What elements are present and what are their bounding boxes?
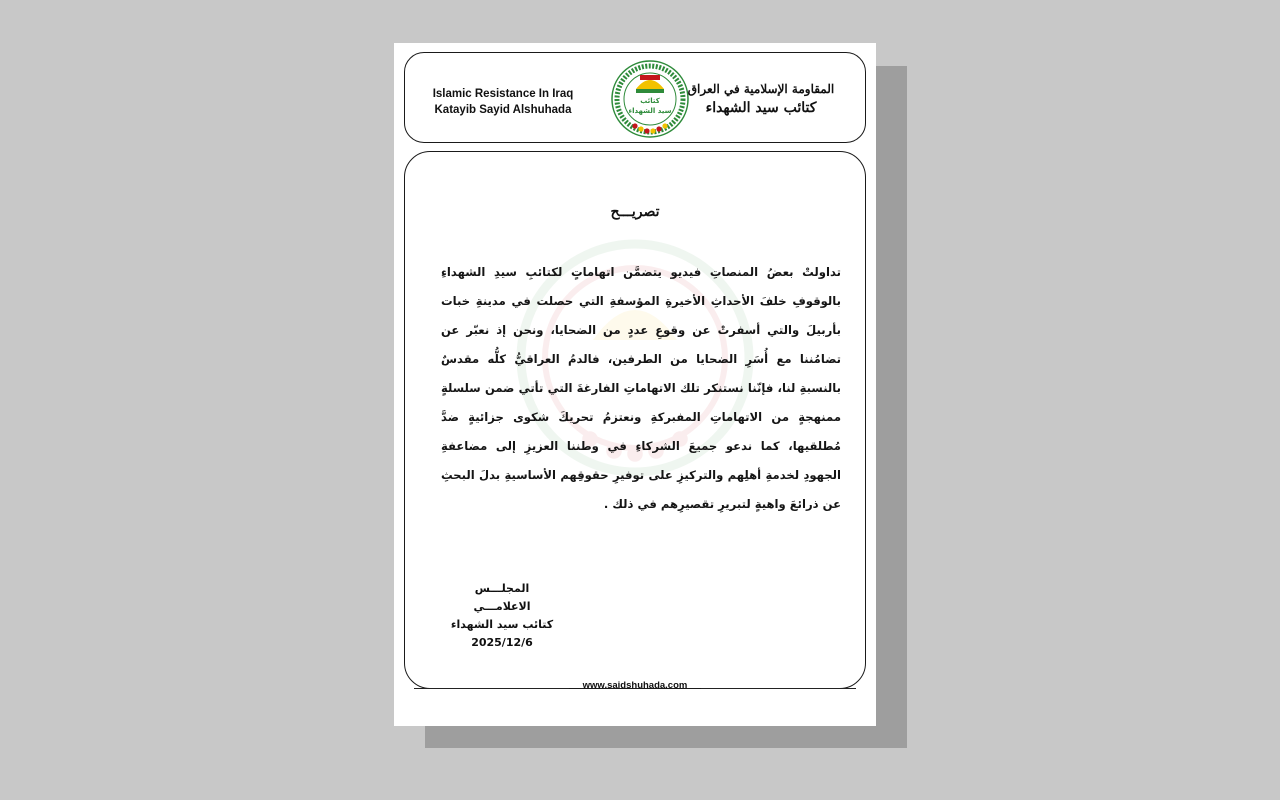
arabic-line-2: كتائب سيد الشهداء [705,100,817,116]
statement-title: تصريـــح [610,204,660,220]
statement-date: 2025/12/6 [471,636,533,649]
document-page [394,43,876,726]
emblem-text-bottom: سيد الشهداء [628,107,672,115]
latin-organization-name [418,86,588,118]
latin-line-2: Katayib Sayid Alshuhada [434,104,572,116]
signature-line-1: المجلـــس الاعلامـــي [473,582,531,613]
statement-frame [404,151,866,689]
signature-block [447,580,557,652]
letterhead [404,52,866,143]
footer [394,678,876,698]
arabic-line-1: المقاومة الإسلامية في العراق [687,82,835,96]
footer-rule-right [701,688,856,689]
website-link[interactable]: www.saidshuhada.com [582,680,688,691]
footer-rule-left [414,688,569,689]
organization-emblem-icon [610,59,690,139]
latin-line-1: Islamic Resistance In Iraq [432,88,574,100]
signature-line-2: كتائب سيد الشهداء [450,618,554,631]
arabic-organization-name [681,80,841,118]
emblem-text-top: كتائب [640,97,660,105]
statement-body: تداولتْ بعضُ المنصاتِ فيديو يتضمَّن اتهاماتٍ لكتائبِ سيدِ الشهداءِ بالوقوفِ خلفَ الأحداثِ الأخيرةِ المؤسفةِ التي حصلت في مدينةِ خبات بأربيلَ والتي أسفرتْ عن وقوعِ عددٍ من الضحايا، ونحن إذ نعبّر عن تضامُننا مع أُسَرِ الضحايا من الطرفين، فالدمُ العراقيُّ كلُّه مقدسٌ بالنسبةِ لنا، فإنّنا نستنكر تلك الاتهاماتِ الفارغةَ التي تأتي ضمن سلسلةٍ ممنهجةٍ من الاتهاماتِ المفبركةِ ونعتزمُ تحريكَ شكوى جزائيةٍ ضدَّ مُطلقيها، كما ندعو جميعَ الشركاءِ في وطننا العزيزِ إلى مضاعفةِ الجهودِ لخدمةِ أهلِهم والتركيزِ على توفيرِ حقوقِهم الأساسيةِ بدلَ البحثِ عن ذرائعَ واهيةٍ لتبريرِ تقصيرِهم في ذلك . [441,265,841,511]
